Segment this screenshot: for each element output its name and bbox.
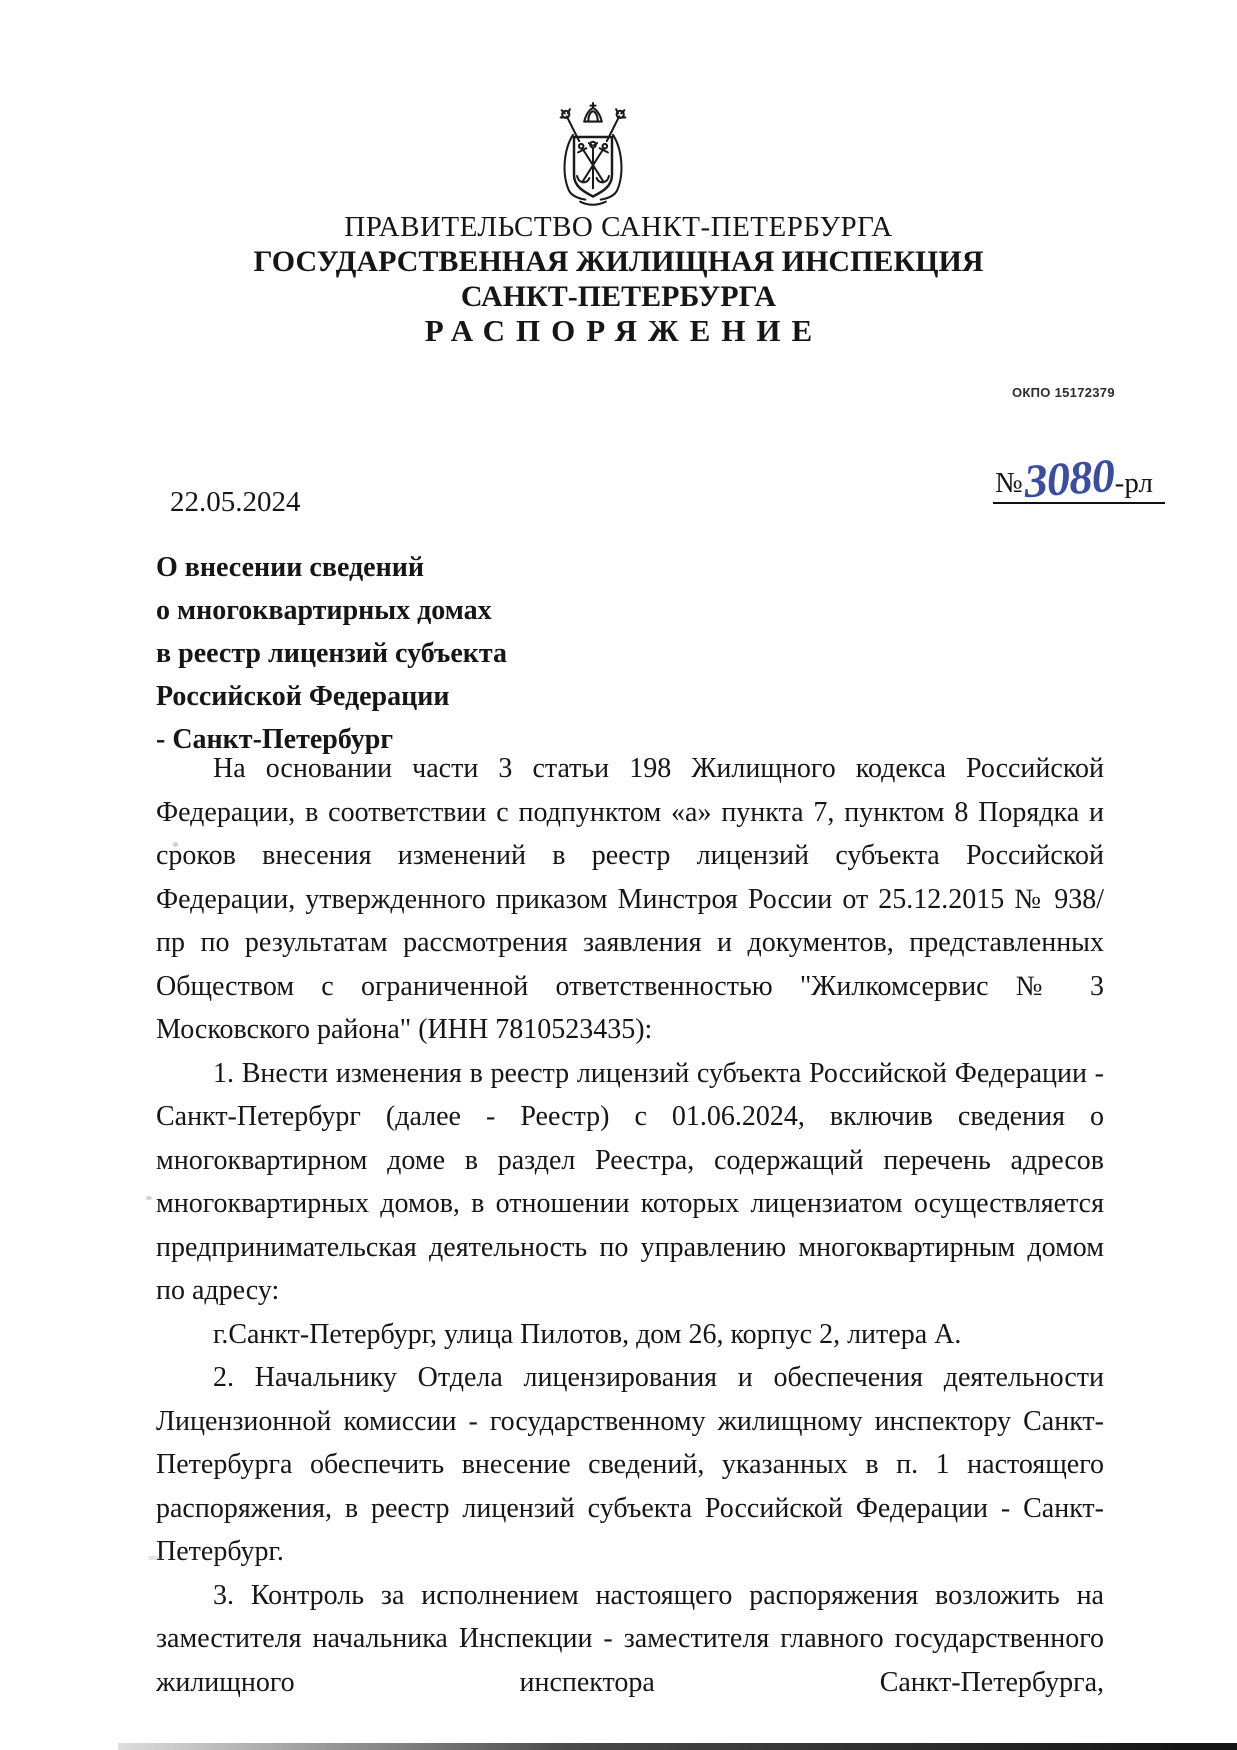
scan-speck <box>146 1196 152 1200</box>
header-government: ПРАВИТЕЛЬСТВО САНКТ-ПЕТЕРБУРГА <box>344 211 893 243</box>
body-text <box>156 747 1104 1704</box>
document-number <box>993 449 1165 509</box>
paragraph-item-2: 2. Начальнику Отдела лицензирования и обеспечения деятельности Лицензионной комиссии - государственному жилищному инспектору Санкт-Петербурга обеспечить внесение сведений, указанных в п. 1 настоящего распоряжения, в реестр лицензий субъекта Российской Федерации - Санкт-Петербург. <box>156 1362 1104 1567</box>
scan-speck <box>173 842 178 847</box>
okpo-code: ОКПО 15172379 <box>1012 385 1115 400</box>
subject-line: Российской Федерации <box>156 681 450 712</box>
saint-petersburg-coat-of-arms-icon <box>538 100 648 215</box>
document-date: 22.05.2024 <box>170 486 301 518</box>
subject-line: в реестр лицензий субъекта <box>156 638 508 669</box>
subject-line: - Санкт-Петербург <box>156 724 394 755</box>
paragraph-address: г.Санкт-Петербург, улица Пилотов, дом 26, корпус 2, литера А. <box>213 1318 962 1350</box>
scan-artifact-strip <box>118 1743 1237 1750</box>
paragraph-preamble: На основании части 3 статьи 198 Жилищного кодекса Российской Федерации, в соответствии с подпунктом «а» пункта 7, пунктом 8 Порядка и сроков внесения изменений в реестр лицензий субъекта Российской Федерации, утвержденного приказом Минстроя России от 25.12.2015 № 938/пр по результатам рассмотрения заявления и документов, представленных Обществом с ограниченной ответственностью "Жилкомсервис № 3 Московского района" (ИНН 7810523435): <box>156 753 1104 1045</box>
subject-block <box>156 546 507 761</box>
document-type-title: РАСПОРЯЖЕНИЕ <box>424 313 824 348</box>
scan-speck <box>148 1556 162 1560</box>
subject-line: О внесении сведений <box>156 552 424 583</box>
paragraph-item-1: 1. Внести изменения в реестр лицензий субъекта Российской Федерации - Санкт-Петербург (далее - Реестр) с 01.06.2024, включив сведения о многоквартирном доме в раздел Реестра, содержащий перечень адресов многоквартирных домов, в отношении которых лицензиатом осуществляется предпринимательская деятельность по управлению многоквартирным домом по адресу: <box>156 1057 1104 1306</box>
handwritten-number: 3080 <box>1022 449 1116 509</box>
header-agency-line1: ГОСУДАРСТВЕННАЯ ЖИЛИЩНАЯ ИНСПЕКЦИЯ <box>253 245 984 278</box>
header-agency-line2: САНКТ-ПЕТЕРБУРГА <box>460 280 777 313</box>
subject-line: о многоквартирных домах <box>156 595 492 626</box>
number-sign: № <box>995 467 1023 499</box>
paragraph-item-3: 3. Контроль за исполнением настоящего распоряжения возложить на заместителя начальника Инспекции - заместителя главного государственного жилищного инспектора Санкт-Петербурга, <box>156 1579 1104 1698</box>
number-suffix: -рл <box>1114 467 1153 499</box>
